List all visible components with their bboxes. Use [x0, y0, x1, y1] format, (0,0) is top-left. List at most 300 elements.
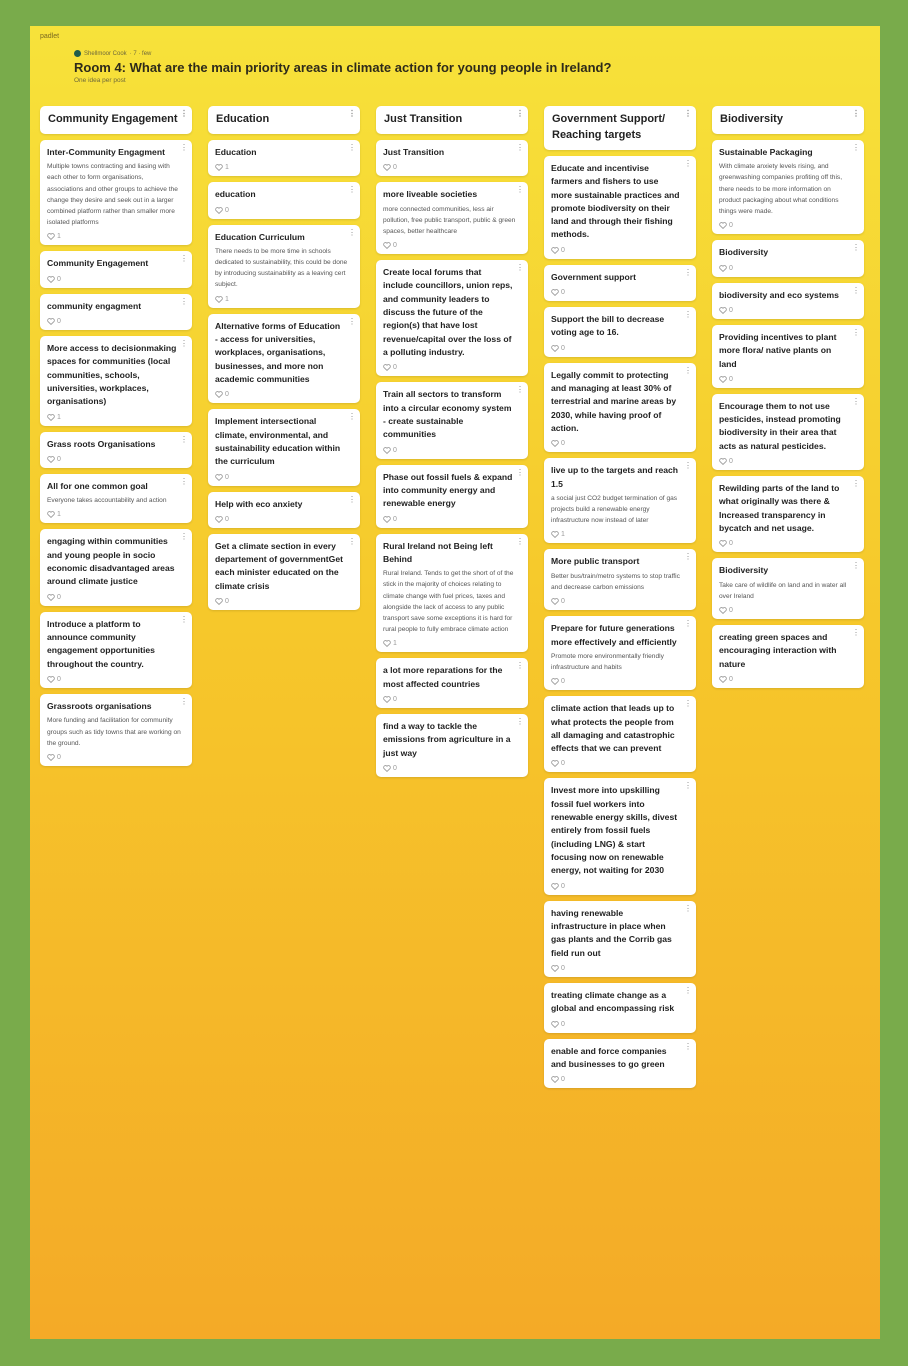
column-header: [544, 106, 696, 150]
post-card[interactable]: [544, 778, 696, 894]
post-card[interactable]: [712, 140, 864, 234]
kebab-menu-icon[interactable]: ⋮: [516, 536, 524, 546]
post-title: Legally commit to protecting and managing at least 30% of terrestrial and marine areas by 2030, while having proof of action.: [551, 369, 677, 433]
column-header: [40, 106, 192, 134]
heart-icon[interactable]: [719, 540, 727, 547]
post-card[interactable]: [376, 714, 528, 777]
post-title: engaging within communities and young people in socio economic disadvantaged areas around climate justice: [47, 536, 175, 587]
heart-icon[interactable]: [47, 511, 55, 518]
heart-icon[interactable]: [383, 242, 391, 249]
post-card[interactable]: [40, 612, 192, 688]
reaction-bar: [551, 598, 689, 605]
reaction-count: 0: [729, 306, 733, 314]
post-title: having renewable infrastructure in place when gas plants and the Corrib gas field run out: [551, 907, 672, 958]
heart-icon[interactable]: [215, 391, 223, 398]
post-body: There needs to be more time in schools dedicated to sustainability, this could be done by introducing sustainability as a leaving cert subject.: [215, 247, 348, 289]
kebab-menu-icon[interactable]: ⋮: [348, 142, 356, 152]
reaction-bar: [383, 242, 521, 249]
kebab-menu-icon[interactable]: ⋮: [684, 552, 692, 562]
post-body: Promote more environmentally friendly infrastructure and habits: [551, 652, 664, 672]
heart-icon[interactable]: [215, 516, 223, 523]
reaction-count: 0: [225, 206, 229, 214]
kebab-menu-icon[interactable]: ⋮: [180, 339, 188, 349]
post-title: more liveable societies: [383, 189, 478, 200]
reaction-count: 0: [561, 882, 565, 890]
post-card[interactable]: [544, 156, 696, 259]
kebab-menu-icon[interactable]: ⋮: [852, 109, 860, 118]
reaction-count: 0: [393, 515, 397, 523]
post-title: More public transport: [551, 556, 640, 567]
reaction-bar: [551, 289, 689, 296]
kebab-menu-icon[interactable]: ⋮: [180, 142, 188, 152]
post-title: Government support: [551, 271, 636, 282]
reaction-bar: [383, 164, 521, 171]
kebab-menu-icon[interactable]: ⋮: [852, 561, 860, 571]
post-title: Implement intersectional climate, environmental, and sustainability education within the curriculum: [215, 416, 341, 467]
heart-icon[interactable]: [551, 1076, 559, 1083]
post-body: more connected communities, less air pollution, free public transport, public & green spaces, better healthcare: [383, 205, 516, 235]
reaction-bar: [215, 296, 353, 303]
author-name[interactable]: Shellmoor Cook: [84, 50, 127, 57]
post-title: enable and force companies and businesses to go green: [551, 1045, 667, 1069]
post-title: Grass roots Organisations: [47, 438, 156, 449]
post-body: Take care of wildlife on land and in water all over Ireland: [719, 581, 847, 600]
reaction-bar: [719, 307, 857, 314]
heart-icon[interactable]: [551, 345, 559, 352]
post-card[interactable]: [208, 140, 360, 176]
kebab-menu-icon[interactable]: ⋮: [180, 532, 188, 542]
post-title: Educate and incentivise farmers and fishers to use more sustainable practices and promote biodiversity on their land and through their fishing methods.: [551, 162, 680, 240]
heart-icon[interactable]: [47, 754, 55, 761]
reaction-count: 0: [57, 593, 61, 601]
column-5: [712, 106, 864, 694]
heart-icon[interactable]: [719, 458, 727, 465]
post-card[interactable]: [208, 225, 360, 308]
reaction-bar: [551, 440, 689, 447]
heart-icon[interactable]: [719, 607, 727, 614]
column-title: Biodiversity: [720, 113, 783, 125]
reaction-bar: [47, 594, 185, 601]
post-card[interactable]: [376, 140, 528, 176]
heart-icon[interactable]: [383, 765, 391, 772]
kebab-menu-icon[interactable]: ⋮: [684, 985, 692, 995]
post-card[interactable]: [376, 182, 528, 254]
reaction-bar: [47, 233, 185, 240]
heart-icon[interactable]: [551, 440, 559, 447]
heart-icon[interactable]: [551, 678, 559, 685]
kebab-menu-icon[interactable]: ⋮: [348, 494, 356, 504]
kebab-menu-icon[interactable]: ⋮: [852, 479, 860, 489]
post-card[interactable]: [40, 140, 192, 246]
kebab-menu-icon[interactable]: ⋮: [684, 699, 692, 709]
reaction-bar: [719, 676, 857, 683]
post-card[interactable]: [712, 394, 864, 470]
post-title: Get a climate section in every departement of governmentGet each minister educated on the climate crisis: [215, 540, 343, 591]
column-header: [712, 106, 864, 134]
post-card[interactable]: [544, 1039, 696, 1089]
post-card[interactable]: [40, 251, 192, 287]
kebab-menu-icon[interactable]: ⋮: [348, 412, 356, 422]
post-body: Multiple towns contracting and liasing with each other to form organisations, associations and other groups to achieve the change they desire and seek out in a larger combined platform rather than smaller more isolated platforms: [47, 163, 178, 227]
kebab-menu-icon[interactable]: ⋮: [516, 142, 524, 152]
reaction-bar: [551, 760, 689, 767]
kebab-menu-icon[interactable]: ⋮: [684, 310, 692, 320]
post-card[interactable]: [376, 465, 528, 528]
heart-icon[interactable]: [383, 364, 391, 371]
reaction-bar: [47, 456, 185, 463]
post-card[interactable]: [40, 694, 192, 766]
kebab-menu-icon[interactable]: ⋮: [348, 227, 356, 237]
reaction-count: 0: [57, 675, 61, 683]
reaction-bar: [215, 598, 353, 605]
reaction-bar: [551, 531, 689, 538]
reaction-count: 0: [729, 375, 733, 383]
reaction-bar: [383, 447, 521, 454]
post-title: All for one common goal: [47, 480, 148, 491]
reaction-count: 0: [225, 598, 229, 606]
reaction-bar: [551, 883, 689, 890]
reaction-count: 1: [225, 164, 229, 172]
kebab-menu-icon[interactable]: ⋮: [180, 696, 188, 706]
heart-icon[interactable]: [215, 164, 223, 171]
author-avatar[interactable]: [74, 50, 81, 57]
post-card[interactable]: [376, 382, 528, 458]
kebab-menu-icon[interactable]: ⋮: [180, 296, 188, 306]
reaction-bar: [719, 265, 857, 272]
post-title: climate action that leads up to what protects the people from all damaging and catastrophic effects that we can prevent: [551, 703, 675, 754]
reaction-bar: [719, 222, 857, 229]
post-card[interactable]: [712, 476, 864, 552]
reaction-bar: [47, 276, 185, 283]
reaction-count: 0: [393, 364, 397, 372]
reaction-count: 0: [561, 964, 565, 972]
reaction-bar: [551, 345, 689, 352]
post-title: find a way to tackle the emissions from agriculture in a just way: [383, 721, 511, 758]
reaction-count: 0: [561, 598, 565, 606]
post-title: Rural Ireland not Being left Behind: [383, 540, 493, 564]
reaction-count: 0: [393, 764, 397, 772]
reaction-bar: [383, 364, 521, 371]
reaction-count: 0: [729, 540, 733, 548]
kebab-menu-icon[interactable]: ⋮: [684, 461, 692, 471]
kebab-menu-icon[interactable]: ⋮: [852, 396, 860, 406]
kebab-menu-icon[interactable]: ⋮: [684, 109, 692, 118]
reaction-bar: [215, 516, 353, 523]
kebab-menu-icon[interactable]: ⋮: [852, 628, 860, 638]
reaction-count: 0: [57, 455, 61, 463]
reaction-count: 1: [393, 640, 397, 648]
heart-icon[interactable]: [215, 207, 223, 214]
reaction-count: 0: [393, 696, 397, 704]
heart-icon[interactable]: [47, 594, 55, 601]
reaction-count: 1: [57, 511, 61, 519]
heart-icon[interactable]: [719, 222, 727, 229]
kebab-menu-icon[interactable]: ⋮: [348, 109, 356, 118]
column-title: Community Engagement: [48, 113, 178, 125]
reaction-bar: [47, 318, 185, 325]
post-card[interactable]: [40, 294, 192, 330]
post-title: Invest more into upskilling fossil fuel workers into renewable energy skills, divest entirely from fossil fuels (including LNG) & start focusing now on renewable energy, not waiting for 2030: [551, 785, 678, 876]
post-title: community engagment: [47, 300, 142, 311]
column-title: Education: [216, 113, 270, 125]
heart-icon[interactable]: [551, 1021, 559, 1028]
post-title: Education Curriculum: [215, 231, 305, 242]
post-title: More access to decisionmaking spaces for communities (local communities, schools, universities, workplaces, organisations): [47, 343, 177, 407]
reaction-bar: [47, 676, 185, 683]
post-title: Help with eco anxiety: [215, 498, 303, 509]
post-card[interactable]: [544, 265, 696, 301]
column-title: Government Support/ Reaching targets: [552, 113, 666, 141]
post-title: Biodiversity: [719, 565, 769, 576]
post-card[interactable]: [544, 696, 696, 772]
post-title: creating green spaces and encouraging interaction with nature: [719, 632, 837, 669]
post-title: Phase out fossil fuels & expand into community energy and renewable energy: [383, 471, 513, 509]
reaction-count: 0: [225, 391, 229, 399]
heart-icon[interactable]: [551, 760, 559, 767]
post-card[interactable]: [712, 240, 864, 276]
reaction-count: 1: [561, 531, 565, 539]
kebab-menu-icon[interactable]: ⋮: [684, 365, 692, 375]
post-card[interactable]: [40, 432, 192, 468]
column-2: [208, 106, 360, 616]
reaction-bar: [215, 164, 353, 171]
reaction-bar: [551, 1021, 689, 1028]
reaction-count: 0: [561, 678, 565, 686]
post-title: education: [215, 189, 256, 200]
heart-icon[interactable]: [47, 318, 55, 325]
column-title: Just Transition: [384, 113, 463, 125]
kebab-menu-icon[interactable]: ⋮: [180, 476, 188, 486]
post-title: Train all sectors to transform into a circular economy system - create sustainable communities: [383, 389, 512, 440]
post-body: Everyone takes accountability and action: [47, 497, 167, 505]
post-title: Grassroots organisations: [47, 700, 152, 711]
kebab-menu-icon[interactable]: ⋮: [852, 327, 860, 337]
reaction-bar: [383, 640, 521, 647]
reaction-count: 0: [729, 607, 733, 615]
reaction-count: 0: [561, 440, 565, 448]
post-title: Encourage them to not use pesticides, instead promoting biodiversity in their area that acts as natural pesticides.: [719, 400, 841, 451]
post-body: With climate anxiety levels rising, and greenwashing companies profiting off this, there needs to be more information on product packaging about what conditions things were made.: [719, 163, 843, 216]
reaction-bar: [47, 511, 185, 518]
heart-icon[interactable]: [47, 276, 55, 283]
post-body: More funding and facilitation for community groups such as tidy towns that are working on the ground.: [47, 717, 181, 747]
post-title: Create local forums that include councillors, union reps, and community leaders to discuss the future of the region(s) that have lost revenue/capital over the loss of a polluting industry.: [383, 267, 513, 358]
post-card[interactable]: [40, 529, 192, 605]
reaction-count: 0: [561, 1076, 565, 1084]
reaction-count: 0: [561, 246, 565, 254]
post-title: a lot more reparations for the most affected countries: [383, 665, 503, 689]
heart-icon[interactable]: [551, 965, 559, 972]
reaction-bar: [215, 207, 353, 214]
heart-icon[interactable]: [719, 307, 727, 314]
post-body: a social just CO2 budget termination of gas projects build a renewable energy infrastructure now instead of later: [551, 494, 678, 525]
reaction-bar: [383, 516, 521, 523]
post-title: treating climate change as a global and encompassing risk: [551, 989, 675, 1014]
post-card[interactable]: [544, 549, 696, 610]
kebab-menu-icon[interactable]: ⋮: [180, 434, 188, 444]
post-card[interactable]: [208, 182, 360, 218]
column-header: [208, 106, 360, 134]
kebab-menu-icon[interactable]: ⋮: [516, 185, 524, 195]
reaction-count: 0: [729, 264, 733, 272]
kebab-menu-icon[interactable]: ⋮: [180, 254, 188, 264]
column-header: [376, 106, 528, 134]
heart-icon[interactable]: [383, 696, 391, 703]
heart-icon[interactable]: [551, 289, 559, 296]
reaction-count: 0: [561, 1020, 565, 1028]
post-card[interactable]: [544, 901, 696, 977]
post-card[interactable]: [712, 325, 864, 388]
heart-icon[interactable]: [551, 531, 559, 538]
board-meta-extra: · 7 · few: [129, 50, 152, 57]
kebab-menu-icon[interactable]: ⋮: [684, 781, 692, 791]
post-title: Rewilding parts of the land to what originally was there & Increased transparency in bycatch and net usage.: [719, 483, 840, 534]
post-card[interactable]: [376, 534, 528, 653]
reaction-bar: [383, 765, 521, 772]
reaction-bar: [551, 965, 689, 972]
post-title: Community Engagement: [47, 258, 149, 269]
heart-icon[interactable]: [383, 640, 391, 647]
post-title: Just Transition: [383, 146, 445, 157]
kebab-menu-icon[interactable]: ⋮: [516, 263, 524, 273]
reaction-count: 1: [57, 413, 61, 421]
kebab-menu-icon[interactable]: ⋮: [516, 717, 524, 727]
kebab-menu-icon[interactable]: ⋮: [852, 142, 860, 152]
post-card[interactable]: [376, 658, 528, 708]
post-title: Prepare for future generations more effectively and efficiently: [551, 623, 677, 647]
kebab-menu-icon[interactable]: ⋮: [852, 285, 860, 295]
kebab-menu-icon[interactable]: ⋮: [684, 158, 692, 168]
reaction-bar: [719, 540, 857, 547]
post-title: live up to the targets and reach 1.5: [551, 465, 679, 489]
post-card[interactable]: [712, 283, 864, 319]
reaction-count: 0: [393, 164, 397, 172]
reaction-bar: [551, 1076, 689, 1083]
reaction-count: 1: [225, 295, 229, 303]
reaction-count: 0: [57, 753, 61, 761]
post-card[interactable]: [544, 616, 696, 690]
post-card[interactable]: [208, 534, 360, 610]
reaction-count: 0: [729, 222, 733, 230]
post-card[interactable]: [376, 260, 528, 376]
post-card[interactable]: [208, 409, 360, 485]
kebab-menu-icon[interactable]: ⋮: [348, 536, 356, 546]
board-title: Room 4: What are the main priority areas in climate action for young people in Ireland?: [74, 60, 612, 75]
column-3: [376, 106, 528, 783]
kebab-menu-icon[interactable]: ⋮: [684, 903, 692, 913]
reaction-count: 0: [225, 515, 229, 523]
heart-icon[interactable]: [47, 233, 55, 240]
column-1: [40, 106, 192, 772]
post-title: Introduce a platform to announce community engagement opportunities throughout the country.: [47, 618, 155, 669]
heart-icon[interactable]: [215, 296, 223, 303]
reaction-count: 0: [225, 473, 229, 481]
reaction-count: 0: [393, 446, 397, 454]
heart-icon[interactable]: [719, 676, 727, 683]
reaction-bar: [551, 678, 689, 685]
reaction-count: 0: [729, 458, 733, 466]
heart-icon[interactable]: [215, 598, 223, 605]
heart-icon[interactable]: [551, 598, 559, 605]
reaction-bar: [215, 391, 353, 398]
reaction-count: 0: [57, 318, 61, 326]
board-subtitle: One idea per post: [74, 77, 126, 84]
post-title: Alternative forms of Education - access for universities, workplaces, organisations, businesses, and more non academic communities: [215, 320, 341, 384]
kebab-menu-icon[interactable]: ⋮: [180, 109, 188, 118]
kebab-menu-icon[interactable]: ⋮: [684, 267, 692, 277]
post-card[interactable]: [544, 307, 696, 357]
reaction-bar: [719, 376, 857, 383]
kebab-menu-icon[interactable]: ⋮: [516, 385, 524, 395]
post-card[interactable]: [208, 492, 360, 528]
board-meta: [74, 50, 860, 57]
post-title: Sustainable Packaging: [719, 146, 813, 157]
reaction-bar: [551, 247, 689, 254]
reaction-count: 0: [561, 344, 565, 352]
column-4: [544, 106, 696, 1094]
reaction-bar: [215, 474, 353, 481]
post-title: biodiversity and eco systems: [719, 289, 839, 300]
post-card[interactable]: [544, 983, 696, 1033]
heart-icon[interactable]: [719, 265, 727, 272]
post-body: Better bus/train/metro systems to stop traffic and decrease carbon emissions: [551, 572, 680, 591]
kebab-menu-icon[interactable]: ⋮: [348, 185, 356, 195]
post-card[interactable]: [40, 336, 192, 426]
kebab-menu-icon[interactable]: ⋮: [516, 661, 524, 671]
kebab-menu-icon[interactable]: ⋮: [348, 316, 356, 326]
reaction-count: 0: [57, 275, 61, 283]
post-title: Providing incentives to plant more flora/ native plants on land: [719, 331, 837, 369]
post-card[interactable]: [544, 363, 696, 453]
post-card[interactable]: [544, 458, 696, 543]
reaction-bar: [719, 607, 857, 614]
kebab-menu-icon[interactable]: ⋮: [516, 467, 524, 477]
heart-icon[interactable]: [383, 447, 391, 454]
reaction-bar: [719, 458, 857, 465]
heart-icon[interactable]: [215, 474, 223, 481]
heart-icon[interactable]: [47, 456, 55, 463]
kebab-menu-icon[interactable]: ⋮: [684, 1041, 692, 1051]
post-card[interactable]: [208, 314, 360, 404]
heart-icon[interactable]: [383, 164, 391, 171]
heart-icon[interactable]: [719, 376, 727, 383]
post-title: Inter-Community Engagment: [47, 146, 165, 157]
heart-icon[interactable]: [551, 247, 559, 254]
brand-logo[interactable]: padlet: [40, 33, 60, 40]
post-body: Rural Ireland. Tends to get the short of of the stick in the majority of choices relating to climate change with fuel prices, taxes and alongside the lack of access to any public transport save some exceptions it is hard for rural people to fully embrace climate action: [383, 570, 514, 634]
heart-icon[interactable]: [47, 414, 55, 421]
heart-icon[interactable]: [47, 676, 55, 683]
heart-icon[interactable]: [551, 883, 559, 890]
kebab-menu-icon[interactable]: ⋮: [852, 243, 860, 253]
post-card[interactable]: [712, 558, 864, 619]
reaction-count: 0: [729, 675, 733, 683]
post-title: Support the bill to decrease voting age to 16.: [551, 314, 665, 338]
kebab-menu-icon[interactable]: ⋮: [516, 109, 524, 118]
reaction-count: 0: [561, 289, 565, 297]
padlet-board: [30, 26, 880, 1339]
reaction-count: 1: [57, 233, 61, 241]
reaction-bar: [47, 754, 185, 761]
reaction-count: 0: [561, 760, 565, 768]
kebab-menu-icon[interactable]: ⋮: [180, 614, 188, 624]
heart-icon[interactable]: [383, 516, 391, 523]
kebab-menu-icon[interactable]: ⋮: [684, 619, 692, 629]
post-card[interactable]: [40, 474, 192, 524]
post-title: Biodiversity: [719, 247, 769, 258]
post-title: Education: [215, 146, 257, 157]
post-card[interactable]: [712, 625, 864, 688]
